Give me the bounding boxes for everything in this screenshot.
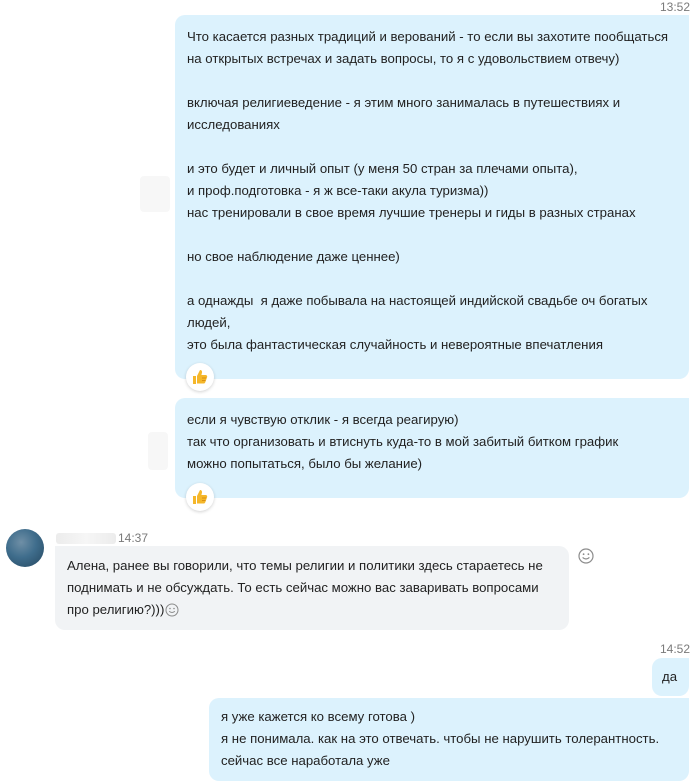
message-text: про религию?)))	[67, 602, 165, 617]
message-line	[187, 136, 681, 158]
message-line: сейчас все наработала уже	[221, 753, 390, 768]
faint-artifact	[140, 176, 170, 212]
message-line: поднимать и не обсуждать. То есть сейчас можно вас заваривать вопросами	[67, 580, 539, 595]
message-line: если я чувствую отклик - я всегда реагирую)	[187, 412, 459, 427]
incoming-message[interactable]	[55, 546, 569, 630]
thumbs-up-icon	[190, 487, 210, 507]
message-line	[187, 70, 681, 92]
outgoing-message[interactable]	[175, 398, 689, 498]
message-line: и это будет и личный опыт (у меня 50 стран за плечами опыта),	[187, 161, 578, 176]
message-line	[67, 599, 561, 621]
message-line: исследованиях	[187, 117, 280, 132]
message-line: и проф.подготовка - я ж все-таки акула туризма))	[187, 183, 489, 198]
message-line: Что касается разных традиций и верований - то если вы захотите пообщаться	[187, 29, 669, 44]
message-timestamp: 14:52	[660, 642, 691, 656]
outgoing-message[interactable]	[175, 15, 689, 379]
thumbs-up-icon	[190, 367, 210, 387]
message-line: на открытых встречах и задать вопросы, то я с удовольствием отвечу)	[187, 51, 620, 66]
message-line: я уже кажется ко всему готова )	[221, 709, 415, 724]
outgoing-message[interactable]	[652, 658, 689, 696]
message-timestamp: 13:52	[660, 0, 691, 14]
message-line	[187, 268, 681, 290]
reaction-thumbs-up[interactable]	[186, 363, 214, 391]
message-line: включая религиеведение - я этим много занималась в путешествиях и	[187, 95, 621, 110]
message-line: я не понимала. как на это отвечать. чтобы не нарушить толерантность.	[221, 731, 660, 746]
faint-artifact	[148, 432, 168, 470]
message-line: а однажды я даже побывала на настоящей индийской свадьбе оч богатых	[187, 293, 648, 308]
message-line	[187, 224, 681, 246]
message-line: нас тренировали в свое время лучшие тренеры и гиды в разных странах	[187, 205, 636, 220]
message-line: можно попытаться, было бы желание)	[187, 456, 423, 471]
message-line: но свое наблюдение даже ценнее)	[187, 249, 400, 264]
message-line: людей,	[187, 315, 231, 330]
reaction-thumbs-up[interactable]	[186, 483, 214, 511]
message-line: так что организовать и втиснуть куда-то в мой забитый битком график	[187, 434, 619, 449]
smile-emoji-icon	[165, 603, 179, 617]
message-timestamp: 14:37	[118, 531, 149, 545]
avatar[interactable]	[6, 529, 44, 567]
message-line: да	[662, 669, 678, 684]
smile-icon	[577, 547, 595, 565]
message-line: это была фантастическая случайность и невероятные впечатления	[187, 337, 603, 352]
message-line: Алена, ранее вы говорили, что темы религии и политики здесь стараетесь не	[67, 558, 543, 573]
sender-name-redacted	[56, 533, 116, 544]
add-reaction-button[interactable]	[577, 547, 595, 565]
outgoing-message[interactable]	[209, 698, 689, 781]
